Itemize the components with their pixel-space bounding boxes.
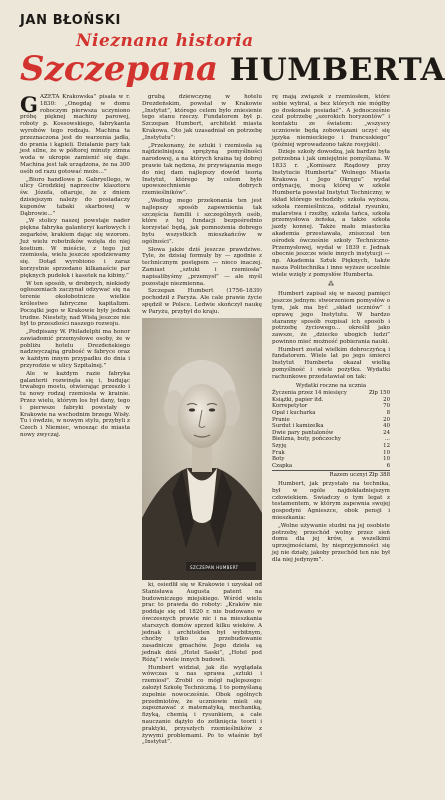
expenses-title: Wydatki roczne na ucznia xyxy=(295,382,367,389)
article-paragraph: Humbert zapisał się w naszej pamięci jeszcze jednym: stworzeniem pomysłów o tym, jak ma być „skład uczniów” i oprawę jego Instytutu. W bardzo staranny sposób rozpisał ich sposób i potrzebę życiowego... określił jako zawsze, że „dziecko ubogich ludzi” powinno mieć możność pobierania nauki. xyxy=(272,291,390,345)
headline-second-word: HUMBERTA xyxy=(229,52,445,88)
article-paragraph: „Według mego przekonania ten jest najlepszy sposób zapewnienia tak szczęścia familii i szczególnych osób, które z tej fundacji bezpośrednio korzystać będą, jak pomnożenia dobrego bytu wszystkich mieszkańców w ogólności”. xyxy=(142,197,262,245)
expense-row: Czapka 6 xyxy=(272,462,390,469)
article-column-2-bottom xyxy=(142,582,262,787)
article-paragraph: Humbert został wielkim dobroczyńcą i fundatorem. Wiele lat po jego śmierci Instytut Humberta okazał wielką pomyślność i wiele pożytku. Wydatki rachunkowe przedstawiał on tak: xyxy=(272,346,390,380)
expense-row: Surdut i kamizelka 40 xyxy=(272,423,390,430)
section-separator: ⁂ xyxy=(328,280,334,288)
article-paragraph: „Biuro handlowe p. Gabryellego, w ulicy Grodzkiej naprzeciw klasztoru św. Józefa, ofiaruje, że z dniem dzisiejszym należy do posiadaczy kuponów tabaki skarbowej w Dąbrowie...” xyxy=(20,176,130,217)
portrait-caption: SZCZEPAN HUMBERT xyxy=(190,565,239,570)
drop-cap: G xyxy=(20,92,38,117)
expenses-total: Razem ucznyi Złp 388 xyxy=(272,470,390,479)
headline xyxy=(20,49,445,89)
portrait-image xyxy=(142,318,262,580)
article-paragraph: ki, osiedlił się w Krakowie i uzyskał od Stanisława Augusta patent na budowniczego miejskiego. Wśród wielu prac to prawda do roboty: „Kraków nie poddaje się od 1820 r. nie budowano w ówczesnych prawie nic i na mieszkania starszych domów sprzed kilku wieków. A jednak i architekten był wybitnym, choćby tylko za przebudowanie zasadnicze gmachów. Jego dzieła są jednak dziś „Hotel Saski”, „Hotel pod Różą” i wiele innych budowli. xyxy=(142,582,262,663)
article-paragraph: Humbert widział, jak źle wyglądała wówczas u nas sprawa „sztuki i rzemiosł”. Zrobił co mógł najlepszego: założył Szkołę Techniczną. I to pomyślaną zupełnie nowocześnie. Obok ogólnych przedmiotów, że uczniowie mieli się zapoznawać z matematyką, mechaniką, fizyką, chemią i rysunkiem, a całe nauczanie dążyło do zetknięcia teorii i praktyki, przyszłych rzemieślników z żywymi problemami. Po to właśnie był „Instytut”. xyxy=(142,664,262,746)
expense-row: Boty 10 xyxy=(272,456,390,463)
kicker-title: Nieznana historia xyxy=(76,31,254,51)
headline-first-word: Szczepana xyxy=(20,49,219,89)
article-paragraph: Słowa jakże dziś jeszcze prawdziwe. Tyle, że dzisiaj formuły by — zgodnie z technicznym postępem — nieco inaczej. Zamiast „sztuki i rzemiosła” napisalibyśmy „przemysł” — ale myśl pozostaje niezmienna. xyxy=(142,246,262,287)
article-paragraph: rę mają związek z rzemiosłem, które sobie wybrał, a bez których nie mógłby go doskonale posiadać”. A jednocześnie czuł potrzebę „szerokich horyzontów” i kontaktu ze światem: „wszyscy uczniowie będą zobowiązani uczyć się języka niemieckiego i francuskiego” (później wprowadzono także rosyjski). xyxy=(272,94,390,148)
expense-row: Opał i kucharka 8 xyxy=(272,410,390,417)
expense-row: Życzenia przez 14 miesięcy Złp 150 xyxy=(272,390,390,397)
article-paragraph: „W stolicy naszej powstaje nader piękna fabryka galanteryi karłowych i zegarków, krakiem dając się wzorom. Już wielu robotników wzięła do niej kostium. W mieście, z tego już rzemiosła, wielu jeszcze spodziewamy się. Dotąd wyrobiono i zaraz korzystnie sprzedano kilkanaście par pięknych pudełek i kasetek na kibiny.” xyxy=(20,218,130,279)
expense-row: Bielizna, buty, pończochy ... xyxy=(272,436,390,443)
article-paragraph: GAZETA Krakowska” pisała w r. 1830: „Onegdaj w domu roboczym pierwsza uczyniono próbę pięknej machiny parowej, roboty p. Kossowskiego, fabrykanta wyrobów tego rodzaju. Machina ta przeznaczona jest do warzenia jadła, do prania i kąpieli. Działanie pary tak jest silne, że w półtorej minuty zimna woda w ukropie zamienić się daje. Machina jest tak urządzona, że na 300 osób od razu gotować może...” xyxy=(20,92,130,175)
expense-row: Frak 10 xyxy=(272,449,390,456)
article-paragraph: Szczepan Humbert (1756–1839) pochodził z Paryża. Ale cale prawie życie spędził w Polsce. Ledwie skończył naukę w Paryżu, przybył do kraju. xyxy=(142,288,262,315)
article-paragraph: „Wolne używanie studni na jej osobiste potrzeby, przechód wolny przez sień domu dla jej krów, a wszelkimi uprzejmościami, by nieprzyjemności się jej nie działy, jakoby przechód ten nie był dla niej jedynym”. xyxy=(272,522,390,563)
article-column-1 xyxy=(20,94,130,786)
article-paragraph: Ale w każdym razie fabryka galanterii rozwinęła się i, budując trwałego mostu, otwierając przeszło i tu nowy rodzaj rzemiosła w krainie. Przez wielu, którym los był dany, tego i pierwsze fabryki powstały w Krakowie na wschodnim brzegu Wisły. Tu i ówdzie, w nowym stylu, przybyli z Czech i Niemiec, wnosząc do miasta nowy zwyczaj. xyxy=(20,370,130,439)
expense-row: Szyję 12 xyxy=(272,443,390,450)
article-paragraph: grubą dziewczynę w hotelu Drezdeńskim, powstał w Krakowie „Instytut”, którego celem było zniesienie tego stanu rzeczy. Fundatorem był p. Szczepan Humbert, architekt miasta Krakowa. Oto jak uzasadniał on potrzebę „Instytutu”: xyxy=(142,94,262,141)
portrait-drawing xyxy=(142,318,262,580)
expenses-table xyxy=(272,383,390,479)
expense-row: Pranie 20 xyxy=(272,416,390,423)
expense-row: Książki, papier itd. 20 xyxy=(272,396,390,403)
article-column-3 xyxy=(272,94,390,786)
article-paragraph: Humbert, jak przystało na technika, był w ogóle najdokładniejszym człowiekiem. Swiadczy o tym legat z testamentem, w którym zapewnia swojej gospodyni Agnieszce, obok pensji i mieszkania: xyxy=(272,480,390,521)
expense-row: Korrepetytor 70 xyxy=(272,403,390,410)
article-paragraph: „Przekonany, że sztuki i rzemiosła są najdzielniejszą sprężyną pomyślności narodowej, a na których kraina tej dobrej prawie tak nędzna, że przywiązania mego do niej dam najlepszy dowód teorią Instytut, którego by celem było upowszechnienie dobrych rzemieślników”. xyxy=(142,142,262,197)
article-paragraph: W ten sposób, w drobnych, niekiedy ogłoszeniach zaczynał odzywać się na terenie okołobotnicze wielkie królestwo fabryczne kapitalizm. Początki jego w Krakowie były jednak trudne. Niestety, nad Wisłą jeszcze nie był to przeszłości naszego rozwoju. xyxy=(20,280,130,328)
article-paragraph: Dzieje szkoły dowodzą, jak bardzo była potrzebna i jak umiejętnie pomyślana. W 1833 r. „Komisarz Rządowy przy Instytucie Humberta” Wolnego Miasta Krakowa i Jego Okręgu” wydał ordynację, mocą której w szkole Humberta powstał Instytut Techniczny, w skład którego wchodziły: szkoła wyższa, szkoła rzemieślnicza, oddział rysunku, malarstwa i rzeźby, szkoła tańca, szkoła przemysłowa żeńska, a także szkoła jazdy konnej. Także mało miastecka akademia przestawała, zniszczał ten ośrodek ówcześnie szkoły Techniczno-Przemysłowej, wydał w 1839 r. Jednak obecnie jeszcze wiele innych instytucji — np. Akademia Sztuk Pięknych, także nasza Politechnika i inne wyższe uczelnie wiele wzięły z pomysłów Humberta. xyxy=(272,149,390,278)
article-paragraph: „Podpisany W. Philadelphi ma honor zawiadomić przemysłowe osoby, że w pobliżu hotelu Drezdeńskiego nadzwyczajną grubość w fabryce oraz w każdym innym przypadku do dnia i przyrodzie w ulicy Szpitalnej.” xyxy=(20,329,130,370)
expense-row: Dwie pary pantalonów 24 xyxy=(272,429,390,436)
author-name: JAN BŁOŃSKI xyxy=(20,13,121,28)
